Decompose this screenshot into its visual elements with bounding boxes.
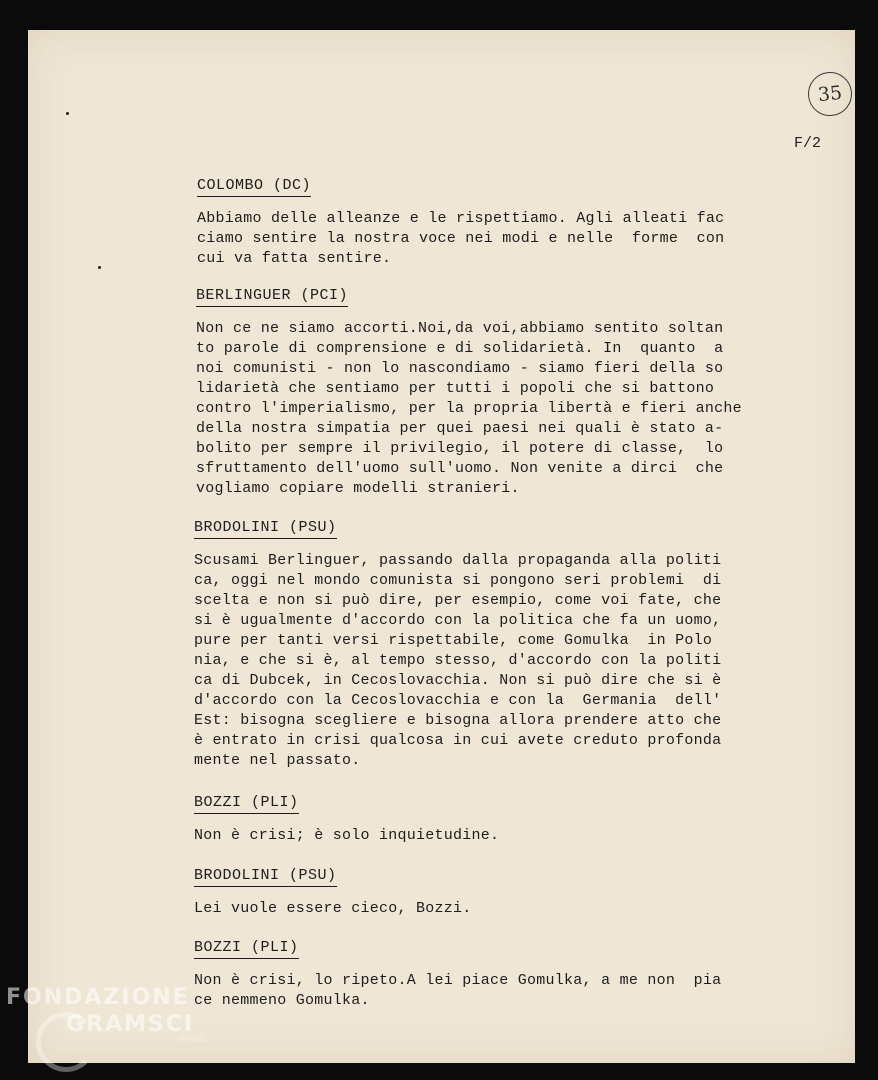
speech-line: to parole di comprensione e di solidarietà. In quanto a	[196, 340, 724, 357]
speaker-name: BOZZI (PLI)	[194, 794, 299, 814]
speech-line: si è ugualmente d'accordo con la politica che fa un uomo,	[194, 612, 722, 629]
speech-line: contro l'imperialismo, per la propria libertà e fieri anche	[196, 400, 742, 417]
speech-bozzi-2	[194, 938, 834, 1011]
speech-line: nia, e che si è, al tempo stesso, d'accordo con la politi	[194, 652, 722, 669]
speech-line: ca di Dubcek, in Cecoslovacchia. Non si può dire che si è	[194, 672, 722, 689]
folio-label: F/2	[794, 135, 822, 152]
speech-line: ca, oggi nel mondo comunista si pongono seri problemi di	[194, 572, 722, 589]
speech-brodolini-1	[194, 518, 834, 771]
speech-line: Scusami Berlinguer, passando dalla propaganda alla politi	[194, 552, 722, 569]
speech-line: cui va fatta sentire.	[197, 250, 392, 267]
speech-line: Non è crisi; è solo inquietudine.	[194, 827, 500, 844]
speech-line: Non ce ne siamo accorti.Noi,da voi,abbiamo sentito soltan	[196, 320, 724, 337]
speech-line: lidarietà che sentiamo per tutti i popoli che si battono	[196, 380, 715, 397]
speech-line: ciamo sentire la nostra voce nei modi e nelle forme con	[197, 230, 725, 247]
speech-brodolini-2	[194, 866, 834, 919]
speech-line: Est: bisogna scegliere e bisogna allora prendere atto che	[194, 712, 722, 729]
speaker-name: BOZZI (PLI)	[194, 939, 299, 959]
speech-line: Non è crisi, lo ripeto.A lei piace Gomulka, a me non pia	[194, 972, 722, 989]
paper-speck	[98, 266, 101, 269]
speech-line: Lei vuole essere cieco, Bozzi.	[194, 900, 472, 917]
speech-line: pure per tanti versi rispettabile, come Gomulka in Polo	[194, 632, 713, 649]
document-page	[28, 30, 855, 1063]
speech-line: è entrato in crisi qualcosa in cui avete creduto profonda	[194, 732, 722, 749]
speech-line: bolito per sempre il privilegio, il potere di classe, lo	[196, 440, 724, 457]
speech-colombo	[197, 176, 837, 269]
speech-line: scelta e non si può dire, per esempio, come voi fate, che	[194, 592, 722, 609]
speaker-name: BRODOLINI (PSU)	[194, 519, 337, 539]
speech-line: mente nel passato.	[194, 752, 361, 769]
speech-berlinguer	[196, 286, 836, 499]
speaker-name: BERLINGUER (PCI)	[196, 287, 348, 307]
speech-line: vogliamo copiare modelli stranieri.	[196, 480, 520, 497]
watermark-line1: FONDAZIONE	[6, 985, 190, 1010]
watermark	[6, 985, 205, 1044]
speech-line: noi comunisti - non lo nascondiamo - siamo fieri della so	[196, 360, 724, 377]
speech-bozzi-1	[194, 793, 834, 846]
paper-speck	[66, 112, 69, 115]
speech-line: ce nemmeno Gomulka.	[194, 992, 370, 1009]
watermark-line3: onlus	[178, 1033, 205, 1044]
speaker-name: COLOMBO (DC)	[197, 177, 311, 197]
speech-line: d'accordo con la Cecoslovacchia e con la Germania dell'	[194, 692, 722, 709]
speech-line: sfruttamento dell'uomo sull'uomo. Non venite a dirci che	[196, 460, 724, 477]
speech-line: Abbiamo delle alleanze e le rispettiamo. Agli alleati fac	[197, 210, 725, 227]
speaker-name: BRODOLINI (PSU)	[194, 867, 337, 887]
watermark-line2: GRAMSCI	[66, 1012, 195, 1037]
speech-line: della nostra simpatia per quei paesi nei quali è stato a-	[196, 420, 724, 437]
circled-page-number: 35	[806, 70, 854, 118]
